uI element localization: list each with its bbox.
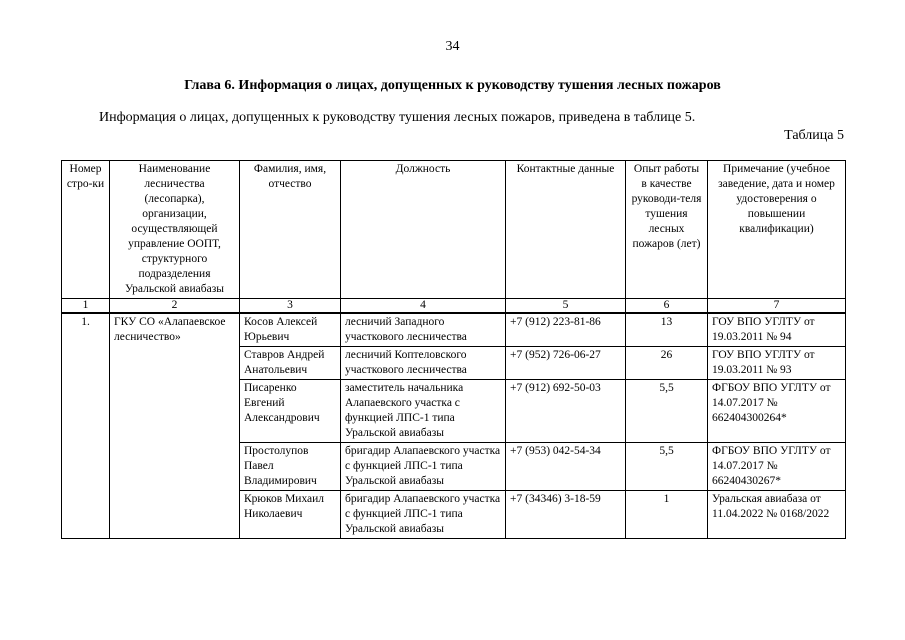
person-position: заместитель начальника Алапаевского участка с функцией ЛПС-1 типа Уральской авиабазы xyxy=(341,380,506,443)
person-position: бригадир Алапаевского участка с функцией ЛПС-1 типа Уральской авиабазы xyxy=(341,443,506,491)
header-experience: Опыт работы в качестве руководи-теля тушения лесных пожаров (лет) xyxy=(626,161,708,299)
column-number: 2 xyxy=(110,299,240,314)
person-note: ФГБОУ ВПО УГЛТУ от 14.07.2017 № 662404300264* xyxy=(708,380,846,443)
header-full-name: Фамилия, имя, отчество xyxy=(240,161,341,299)
column-number: 7 xyxy=(708,299,846,314)
person-name: Писаренко Евгений Александрович xyxy=(240,380,341,443)
person-experience: 13 xyxy=(626,313,708,347)
person-experience: 1 xyxy=(626,491,708,539)
person-contact: +7 (953) 042-54-34 xyxy=(506,443,626,491)
person-note: Уральская авиабаза от 11.04.2022 № 0168/2022 xyxy=(708,491,846,539)
header-position: Должность xyxy=(341,161,506,299)
person-experience: 5,5 xyxy=(626,380,708,443)
person-position: лесничий Западного участкового лесничества xyxy=(341,313,506,347)
header-note: Примечание (учебное заведение, дата и номер удостоверения о повышении квалификации) xyxy=(708,161,846,299)
person-contact: +7 (952) 726-06-27 xyxy=(506,347,626,380)
row-number: 1. xyxy=(62,313,110,539)
page-number: 34 xyxy=(445,39,460,54)
person-position: лесничий Коптеловского участкового лесничества xyxy=(341,347,506,380)
organization-name: ГКУ СО «Алапаевское лесничество» xyxy=(110,313,240,539)
person-name: Ставров Андрей Анатольевич xyxy=(240,347,341,380)
column-number: 4 xyxy=(341,299,506,314)
person-contact: +7 (912) 223-81-86 xyxy=(506,313,626,347)
intro-paragraph: Информация о лицах, допущенных к руководству тушения лесных пожаров, приведена в таблице 5. xyxy=(99,110,696,125)
header-organization: Наименование лесничества (лесопарка), организации, осуществляющей управление ООПТ, структурного подразделения Уральской авиабазы xyxy=(110,161,240,299)
person-note: ФГБОУ ВПО УГЛТУ от 14.07.2017 № 66240430267* xyxy=(708,443,846,491)
person-name: Простолупов Павел Владимирович xyxy=(240,443,341,491)
person-name: Крюков Михаил Николаевич xyxy=(240,491,341,539)
column-number: 3 xyxy=(240,299,341,314)
table-row xyxy=(62,313,846,347)
person-experience: 26 xyxy=(626,347,708,380)
column-number: 5 xyxy=(506,299,626,314)
person-contact: +7 (34346) 3-18-59 xyxy=(506,491,626,539)
person-contact: +7 (912) 692-50-03 xyxy=(506,380,626,443)
persons-table xyxy=(61,160,846,539)
column-number-row xyxy=(62,299,846,314)
person-name: Косов Алексей Юрьевич xyxy=(240,313,341,347)
header-row-number: Номер стро-ки xyxy=(62,161,110,299)
header-contacts: Контактные данные xyxy=(506,161,626,299)
column-number: 6 xyxy=(626,299,708,314)
person-note: ГОУ ВПО УГЛТУ от 19.03.2011 № 93 xyxy=(708,347,846,380)
person-experience: 5,5 xyxy=(626,443,708,491)
column-number: 1 xyxy=(62,299,110,314)
person-position: бригадир Алапаевского участка с функцией ЛПС-1 типа Уральской авиабазы xyxy=(341,491,506,539)
chapter-heading: Глава 6. Информация о лицах, допущенных к руководству тушения лесных пожаров xyxy=(184,78,721,93)
person-note: ГОУ ВПО УГЛТУ от 19.03.2011 № 94 xyxy=(708,313,846,347)
table-header-row xyxy=(62,161,846,299)
table-caption: Таблица 5 xyxy=(784,128,844,143)
